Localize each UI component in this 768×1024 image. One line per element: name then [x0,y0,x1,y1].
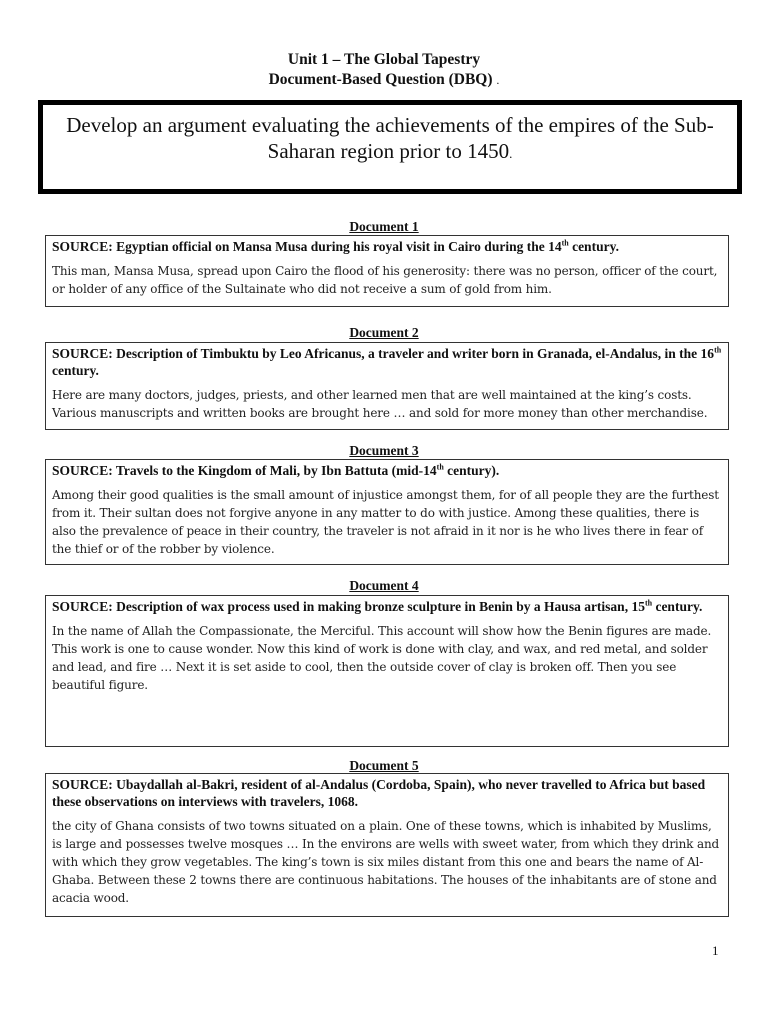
document-4-source-text: SOURCE: Description of wax process used in making bronze sculpture in Benin by a Hausa artisan, 15 [52,599,645,614]
unit-title: Unit 1 – The Global Tapestry [287,51,481,68]
document-1-source [52,238,722,255]
title-block [0,50,768,90]
document-2-source-sup: th [714,345,722,355]
document-2-body: Here are many doctors, judges, priests, and other learned men that are well maintained at the king’s costs. Various manuscripts and written books are brought here … and sold for more money than other merchandise. [52,388,708,420]
document-3-source-text: SOURCE: Travels to the Kingdom of Mali, by Ibn Battuta (mid-14 [52,463,437,478]
document-4-title: Document 4 [349,578,419,593]
document-3-source-sup: th [436,462,444,472]
prompt-text: Develop an argument evaluating the achievements of the empires of the Sub-Saharan region prior to 1450 [66,113,714,163]
dbq-subtitle-mark: . [496,73,500,87]
document-1-title: Document 1 [349,219,419,234]
document-3-title: Document 3 [349,443,419,458]
document-2-source-end: century. [52,363,99,378]
page-number: 1 [712,943,719,958]
document-1-body: This man, Mansa Musa, spread upon Cairo the flood of his generosity: there was no person, officer of the court, or holder of any office of the Sultainate who did not receive a sum of gold from him. [52,264,718,296]
document-5-body: the city of Ghana consists of two towns situated on a plain. One of these towns, which is inhabited by Muslims, is large and possesses twelve mosques … In the environs are wells with sweet water, from which they drink and with which they grow vegetables. The king’s town is six miles distant from this one and bears the name of Al-Ghaba. Between these 2 towns there are continuous habitations. The houses of the inhabitants are of stone and acacia wood. [52,819,720,905]
document-2-title: Document 2 [349,325,419,340]
document-3-box [45,459,729,565]
document-4-source-end: century. [652,599,703,614]
document-4-source [52,598,722,615]
document-5-source [52,776,722,810]
document-5-title: Document 5 [349,758,419,773]
document-4-box [45,595,729,747]
document-3-source [52,462,722,479]
document-3-source-end: century). [443,463,500,478]
prompt-end: . [509,146,513,161]
document-3-body: Among their good qualities is the small amount of injustice amongst them, for of all people they are the furthest from it. Their sultan does not forgive anyone in any matter to do with justice. Among these qualities, there is also the prevalence of peace in their country, the traveler is not afraid in it nor is he who lives there in fear of the thief or of the robber by violence. [52,488,719,556]
document-4-body: In the name of Allah the Compassionate, the Merciful. This account will show how the Benin figures are made. This work is one to cause wonder. Now this kind of work is done with clay, and wax, and red metal, and solder and lead, and fire … Next it is set aside to cool, then the outside cover of clay is broken off. Then you see beautiful figure. [52,624,712,692]
document-1-source-sup: th [561,238,569,248]
dbq-subtitle [0,70,768,90]
document-5-box [45,773,729,917]
document-2-box [45,342,729,430]
document-2-source [52,345,722,379]
document-4-source-sup: th [644,598,653,608]
document-1-source-text: SOURCE: Egyptian official on Mansa Musa during his royal visit in Cairo during the 14 [52,239,562,254]
document-1-source-end: century. [568,239,619,254]
dbq-subtitle-text: Document-Based Question (DBQ) [268,71,493,88]
document-5-source-text: SOURCE: Ubaydallah al-Bakri, resident of al-Andalus (Cordoba, Spain), who never travelled to Africa but based these observations on interviews with travelers, 1068. [52,777,706,809]
document-1-box [45,235,729,307]
prompt-box [38,100,742,194]
document-2-source-text: SOURCE: Description of Timbuktu by Leo Africanus, a traveler and writer born in Granada, el-Andalus, in the 16 [52,346,715,361]
